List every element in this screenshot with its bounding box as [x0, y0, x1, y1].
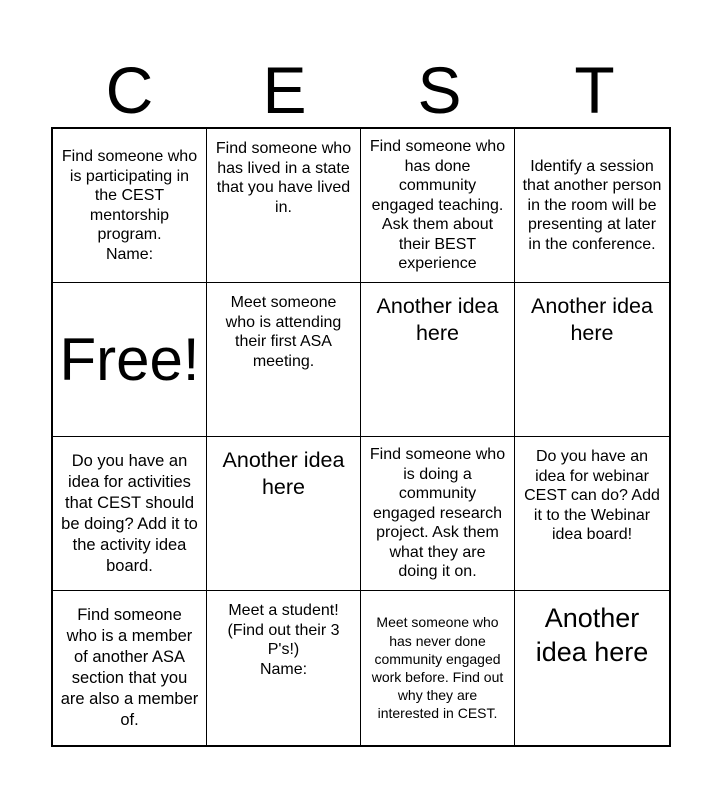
bingo-cell-r4c3[interactable]: [361, 591, 515, 745]
cell-text: Another idea here: [222, 448, 345, 499]
cell-text: Another idea here: [535, 603, 649, 667]
bingo-cell-r4c2[interactable]: [207, 591, 361, 745]
bingo-header: [52, 52, 672, 128]
cell-text: Another idea here: [376, 294, 499, 345]
bingo-cell-r2c4[interactable]: [515, 283, 669, 437]
header-letter-s: S: [417, 53, 462, 127]
cell-text: Find someone who has lived in a state that you have lived in.: [215, 140, 352, 216]
bingo-cell-r1c3[interactable]: [361, 129, 515, 283]
cell-text: Find someone who is participating in the CEST mentorship program. Name:: [61, 148, 198, 263]
bingo-cell-r1c4[interactable]: [515, 129, 669, 283]
header-letter-e: E: [262, 53, 307, 127]
bingo-cell-r2c2[interactable]: [207, 283, 361, 437]
bingo-cell-r1c2[interactable]: [207, 129, 361, 283]
bingo-cell-r1c1[interactable]: [53, 129, 207, 283]
cell-text: Find someone who has done community engaged teaching. Ask them about their BEST experience: [369, 138, 506, 273]
cell-text: Find someone who is doing a community engaged research project. Ask them what they are doing it on.: [369, 446, 506, 581]
header-letter-t: T: [574, 53, 615, 127]
bingo-grid: [51, 127, 671, 747]
cell-text: Identify a session that another person in the room will be presenting at later in the conference.: [522, 157, 662, 253]
bingo-cell-r4c4[interactable]: [515, 591, 669, 745]
bingo-cell-r3c2[interactable]: [207, 437, 361, 591]
free-space-text: Free!: [59, 325, 200, 393]
cell-text: Do you have an idea for webinar CEST can do? Add it to the Webinar idea board!: [524, 448, 660, 543]
cell-text: Find someone who is a member of another ASA section that you are also a member of.: [60, 606, 199, 729]
bingo-cell-r3c4[interactable]: [515, 437, 669, 591]
bingo-cell-r4c1[interactable]: [53, 591, 207, 745]
bingo-cell-free[interactable]: [53, 283, 207, 437]
cell-text: Meet someone who is attending their first ASA meeting.: [225, 294, 342, 370]
cell-text: Do you have an idea for activities that CEST should be doing? Add it to the activity idea board.: [61, 451, 198, 575]
bingo-cell-r2c3[interactable]: [361, 283, 515, 437]
cell-text: Meet a student! (Find out their 3 P's!) Name:: [227, 602, 340, 678]
header-letter-c: C: [105, 53, 154, 127]
cell-text: Meet someone who has never done community engaged work before. Find out why they are interested in CEST.: [371, 614, 504, 722]
bingo-cell-r3c1[interactable]: [53, 437, 207, 591]
bingo-cell-r3c3[interactable]: [361, 437, 515, 591]
cell-text: Another idea here: [531, 294, 653, 345]
